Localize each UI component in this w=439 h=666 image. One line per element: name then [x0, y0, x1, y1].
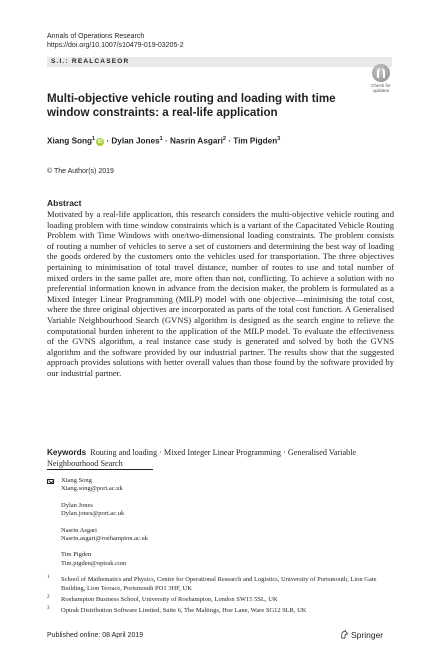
journal-header	[47, 32, 184, 50]
journal-name: Annals of Operations Research	[47, 33, 145, 40]
author-name[interactable]: Xiang Song	[47, 136, 93, 146]
contact-list	[47, 477, 387, 568]
contact-entry	[47, 477, 387, 494]
author-affiliation-marker: 2	[222, 136, 226, 142]
author-separator: ·	[162, 136, 170, 146]
check-for-updates-label: Check for updates	[371, 83, 391, 93]
affiliation-entry	[47, 596, 387, 604]
abstract-heading: Abstract	[47, 198, 82, 208]
contact-name: Tim Pigden	[61, 551, 92, 559]
author-affiliation-marker: 1	[92, 136, 96, 142]
contact-name: Dylan Jones	[61, 501, 93, 509]
contact-name: Xiang Song	[61, 477, 92, 484]
keywords-label: Keywords	[47, 448, 87, 457]
author-name[interactable]: Tim Pigden	[233, 136, 278, 146]
affiliation-text: Optrak Distribution Software Limited, Suite 6, The Maltings, Hoe Lane, Ware SG12 9LR, UK	[61, 607, 307, 615]
contact-entry	[47, 527, 387, 544]
author-name[interactable]: Dylan Jones	[111, 136, 160, 146]
affiliation-number: 2	[47, 595, 50, 601]
author-list	[47, 136, 280, 146]
publisher-name: Springer	[351, 630, 384, 640]
contact-email[interactable]: Xiang.song@port.ac.uk	[61, 485, 123, 493]
section-banner: S.I.: REALCASEOR	[47, 57, 392, 67]
contact-email[interactable]: Tim.pigden@optrak.com	[61, 559, 127, 567]
affiliation-number: 1	[47, 575, 50, 581]
journal-doi[interactable]: https://doi.org/10.1007/s10479-019-03205-2	[47, 42, 184, 49]
author-affiliation-marker: 3	[277, 136, 281, 142]
contact-entry	[47, 502, 387, 519]
copyright-notice: © The Author(s) 2019	[47, 168, 114, 175]
article-title: Multi-objective vehicle routing and loading with time window constraints: a real-life application	[47, 92, 336, 119]
affiliation-list	[47, 576, 387, 616]
envelope-icon	[47, 479, 54, 484]
orcid-icon[interactable]: iD	[97, 138, 103, 145]
contact-email[interactable]: Nasrin.asgari@roehampton.ac.uk	[61, 535, 149, 543]
keywords-text: Routing and loading · Mixed Integer Linear Programming · Generalised Variable Neighbourhood Search	[47, 448, 357, 468]
contact-email[interactable]: Dylan.jones@port.ac.uk	[61, 510, 125, 518]
author-name[interactable]: Nasrin Asgari	[169, 136, 223, 146]
author-separator: ·	[225, 136, 234, 146]
affiliation-entry	[47, 576, 387, 593]
publisher-logo[interactable]	[340, 630, 383, 640]
footnotes	[47, 477, 387, 619]
check-for-updates-badge[interactable]	[366, 64, 396, 94]
affiliation-entry	[47, 607, 387, 615]
abstract-text: Motivated by a real-life application, this research considers the multi-objective vehicle routing and loading problem with time window constraints which is a variant of the Capacitated Vehicle Routing Problem with Time Windows with one/two-dimensional loading constraints. The problem consists of routing a number of vehicles to serve a set of customers and determining the best way of loading the goods ordered by the customers onto the vehicles used for transportation. The three objectives pertaining to minimisation of total travel distance, number of routes to use and total number of mixed orders in the same pallet are, more often than not, conflicting. To achieve a solution with no preferential information known in advance from the decision maker, the problem is formulated as a Mixed Integer Linear Programming (MILP) model with one objective—minimising the total cost, where the three original objectives are incorporated as parts of the total cost function. A Generalised Variable Neighbourhood Search (GVNS) algorithm is designed as the search engine to relieve the computational burden inherent to the application of the MILP model. To evaluate the effectiveness of the GVNS algorithm, a real instance case study is generated and solved by both the GVNS algorithm and the software provided by our industrial partner. The results show that the suggested approach provides solutions with better overall values than those found by the software provided by our industrial partner.	[47, 209, 394, 378]
contact-name: Nasrin Asgari	[61, 526, 97, 534]
keywords	[47, 448, 394, 469]
author-separator: ·	[104, 136, 112, 146]
affiliation-number: 3	[47, 606, 50, 612]
affiliation-text: School of Mathematics and Physics, Centre for Operational Research and Logistics, University of Portsmouth, Lion Gate Building, Lion Terrace, Portsmouth PO1 3HF, UK	[61, 576, 377, 592]
published-date: Published online: 08 April 2019	[47, 632, 144, 639]
check-for-updates-icon	[372, 64, 390, 82]
contact-entry	[47, 551, 387, 568]
springer-horse-icon	[340, 630, 349, 639]
author-affiliation-marker: 1	[159, 136, 163, 142]
footnote-divider	[47, 469, 153, 470]
affiliation-text: Roehampton Business School, University of Roehampton, London SW15 5SL, UK	[61, 596, 278, 604]
